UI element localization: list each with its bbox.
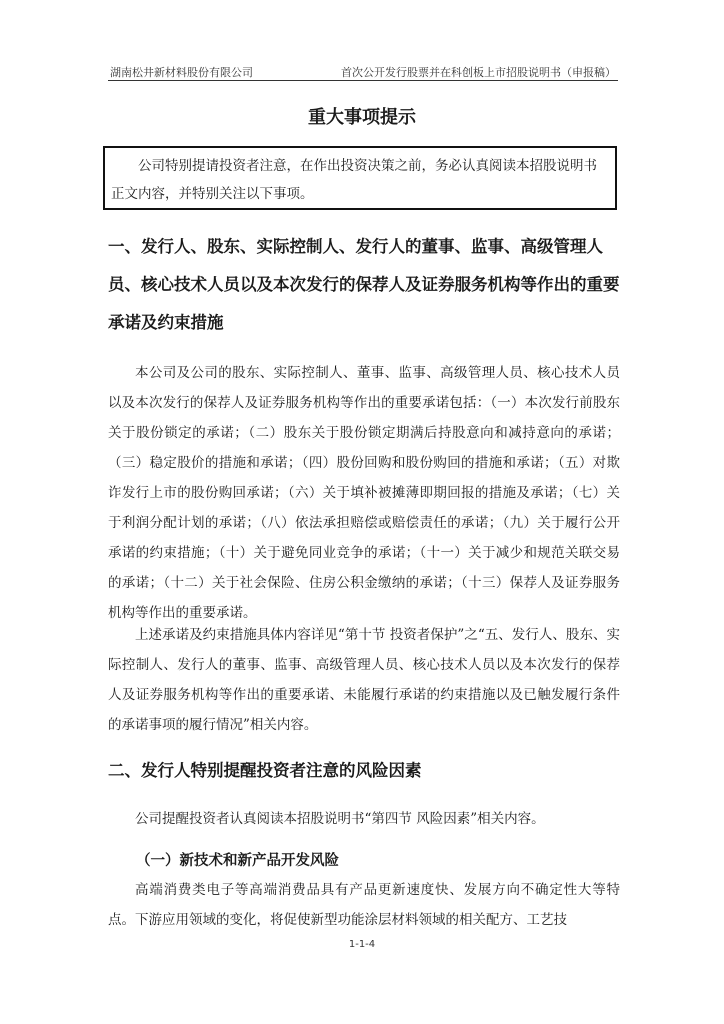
header-document-title: 首次公开发行股票并在科创板上市招股说明书（申报稿） [341, 66, 616, 79]
notice-box: 公司特别提请投资者注意，在作出投资决策之前，务必认真阅读本招股说明书正文内容，并特别关注以下事项。 [103, 146, 617, 210]
subsection-paragraph: 高端消费类电子等高端消费品具有产品更新速度快、发展方向不确定性大等特点。下游应用领域的变化，将促使新型功能涂层材料领域的相关配方、工艺技 [108, 882, 620, 928]
page-title: 重大事项提示 [308, 107, 416, 128]
subsection-heading: （一）新技术和新产品开发风险 [136, 853, 339, 869]
section1-paragraph-2: 上述承诺及约束措施具体内容详见“第十节 投资者保护”之“五、发行人、股东、实际控制人、发行人的董事、监事、高级管理人员、核心技术人员以及本次发行的保荐人及证券服务机构等作出的重要承诺、未能履行承诺的约束措施以及已触发履行条件的承诺事项的履行情况”相关内容。 [108, 627, 620, 733]
page-number: 1-1-4 [348, 939, 376, 950]
section1-paragraph-1: 本公司及公司的股东、实际控制人、董事、监事、高级管理人员、核心技术人员以及本次发行的保荐人及证券服务机构等作出的重要承诺包括：（一）本次发行前股东关于股份锁定的承诺；（二）股东关于股份锁定期满后持股意向和减持意向的承诺；（三）稳定股价的措施和承诺；（四）股份回购和股份购回的措施和承诺；（五）对欺诈发行上市的股份购回承诺；（六）关于填补被摊薄即期回报的措施及承诺；（七）关于利润分配计划的承诺；（八）依法承担赔偿或赔偿责任的承诺；（九）关于履行公开承诺的约束措施；（十）关于避免同业竞争的承诺；（十一）关于减少和规范关联交易的承诺；（十二）关于社会保险、住房公积金缴纳的承诺；（十三）保荐人及证券服务机构等作出的重要承诺。 [108, 365, 620, 621]
section2-paragraph-1: 公司提醒投资者认真阅读本招股说明书“第四节 风险因素”相关内容。 [135, 811, 545, 827]
section1-heading: 一、发行人、股东、实际控制人、发行人的董事、监事、高级管理人员、核心技术人员以及本次发行的保荐人及证券服务机构等作出的重要承诺及约束措施 [108, 237, 620, 332]
section2-heading: 二、发行人特别提醒投资者注意的风险因素 [108, 761, 422, 780]
header-company-name: 湖南松井新材料股份有限公司 [110, 66, 253, 79]
page-header [108, 62, 618, 81]
